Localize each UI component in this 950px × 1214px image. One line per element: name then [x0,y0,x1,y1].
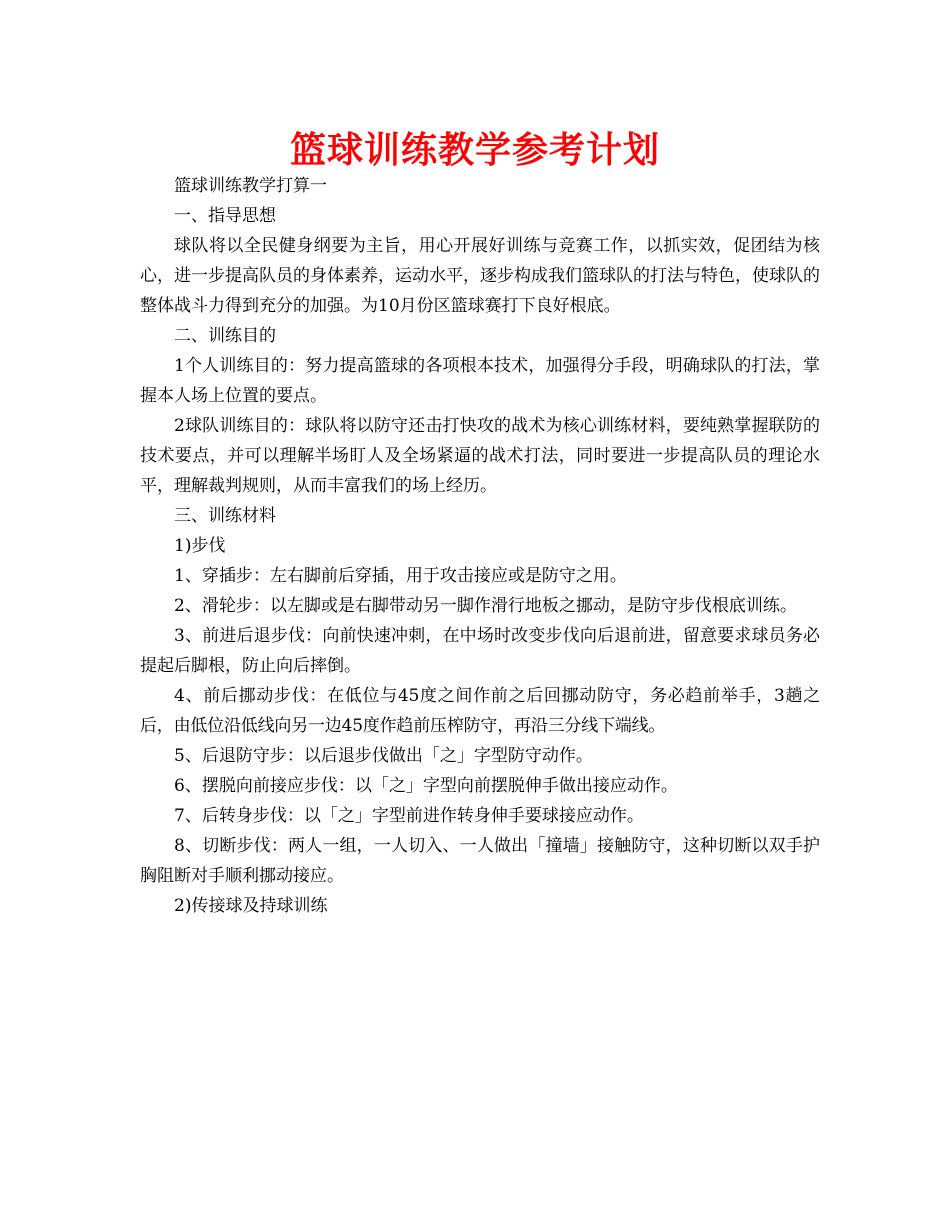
body-paragraph: 2球队训练目的：球队将以防守还击打快攻的战术为核心训练材料，要纯熟掌握联防的技术要点，并可以理解半场盯人及全场紧逼的战术打法，同时要进一步提高队员的理论水平，理解裁判规则，从而丰富我们的场上经历。 [140,416,820,496]
list-item: 8、切断步伐：两人一组，一人切入、一人做出「撞墙」接触防守，这种切断以双手护胸阻断对手顺利挪动接应。 [140,836,820,886]
list-item: 5、后退防守步：以后退步伐做出「之」字型防守动作。 [174,746,593,766]
section-heading: 三、训练材料 [174,506,276,526]
list-item: 6、摆脱向前接应步伐：以「之」字型向前摆脱伸手做出接应动作。 [174,776,678,796]
section-heading: 二、训练目的 [174,326,276,346]
section-heading: 一、指导思想 [174,206,276,226]
list-item: 4、前后挪动步伐：在低位与45度之间作前之后回挪动防守，务必趋前举手，3趟之后，由低位沿低线向另一边45度作趋前压榨防守，再沿三分线下端线。 [140,686,820,736]
subtitle-paragraph: 篮球训练教学打算一 [174,176,327,196]
list-item: 3、前进后退步伐：向前快速冲刺，在中场时改变步伐向后退前进，留意要求球员务必提起后脚根，防止向后摔倒。 [140,626,820,676]
list-item: 1、穿插步：左右脚前后穿插，用于攻击接应或是防守之用。 [174,566,627,586]
subsection-heading: 2)传接球及持球训练 [174,896,328,916]
list-item: 7、后转身步伐：以「之」字型前进作转身伸手要球接应动作。 [174,806,644,826]
list-item: 2、滑轮步：以左脚或是右脚带动另一脚作滑行地板之挪动，是防守步伐根底训练。 [174,596,797,616]
body-paragraph: 1个人训练目的：努力提高篮球的各项根本技术，加强得分手段，明确球队的打法，掌握本人场上位置的要点。 [140,356,820,406]
document-body [140,171,820,921]
subsection-heading: 1)步伐 [174,536,226,556]
body-paragraph: 球队将以全民健身纲要为主旨，用心开展好训练与竞赛工作，以抓实效，促团结为核心，进一步提高队员的身体素养，运动水平，逐步构成我们篮球队的打法与特色，使球队的整体战斗力得到充分的加强。为10月份区篮球赛打下良好根底。 [140,236,820,316]
document-title: 篮球训练教学参考计划 [289,129,660,171]
